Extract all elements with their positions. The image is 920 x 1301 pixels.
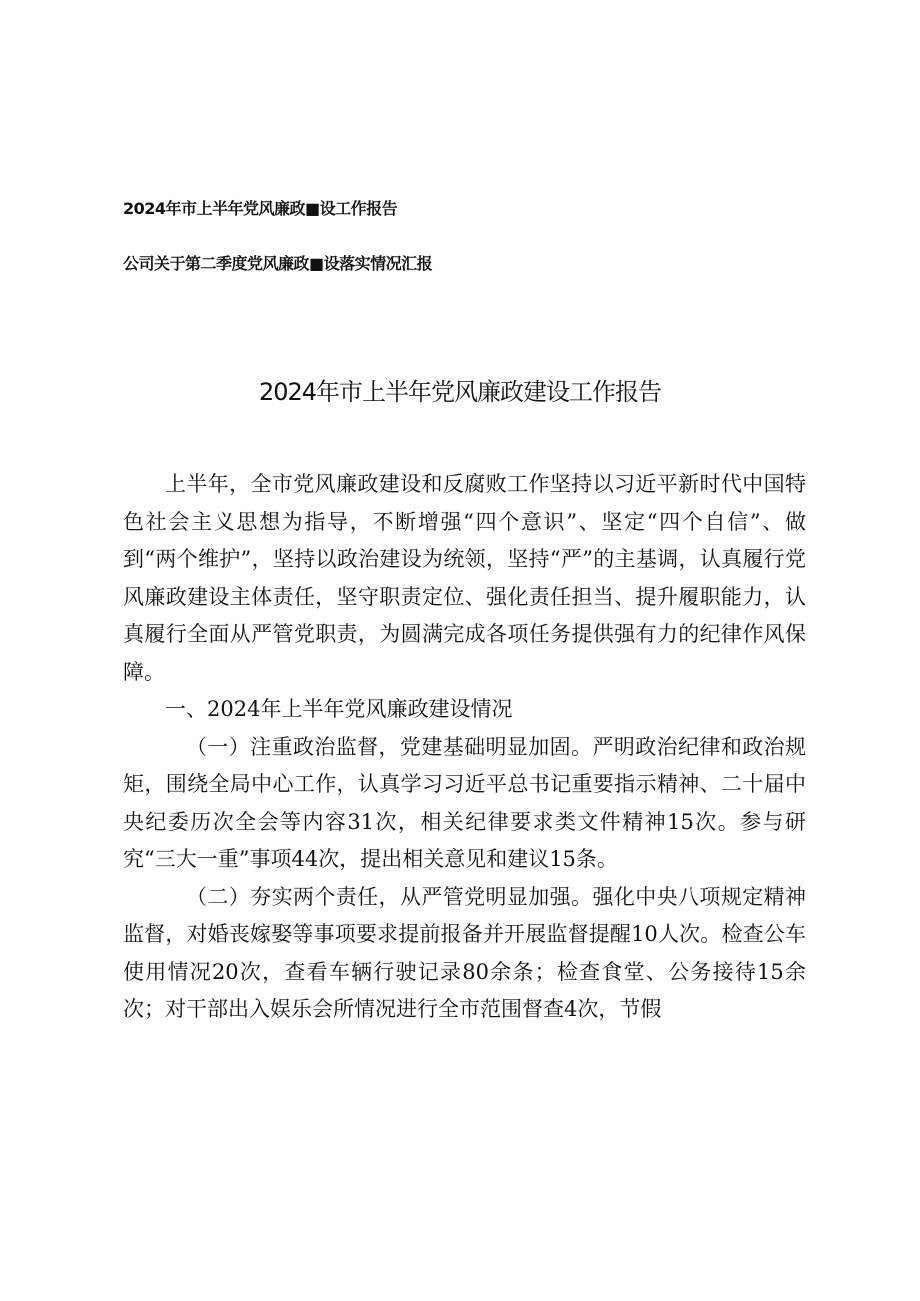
- subsection-paragraph-2: （二）夯实两个责任，从严管党明显加强。强化中央八项规定精神监督，对婚丧嫁娶等事项要求提前报备并开展监督提醒10人次。检查公车使用情况20次，查看车辆行驶记录80余条；检查食堂、公务接待15余次；对干部出入娱乐会所情况进行全市范围督查4次，节假: [123, 884, 806, 1021]
- intro-paragraph: 上半年，全市党风廉政建设和反腐败工作坚持以习近平新时代中国特色社会主义思想为指导，不断增强“四个意识”、坚定“四个自信”、做到“两个维护”，坚持以政治建设为统领，坚持“严”的主基调，认真履行党风廉政建设主体责任，坚守职责定位、强化责任担当、提升履职能力，认真履行全面从严管党职责，为圆满完成各项任务提供强有力的纪律作风保障。: [123, 472, 806, 684]
- subsection-paragraph-1: （一）注重政治监督，党建基础明显加固。严明政治纪律和政治规矩，围绕全局中心工作，认真学习习近平总书记重要指示精神、二十届中央纪委历次全会等内容31次，相关纪律要求类文件精神15次。参与研究“三大一重”事项44次，提出相关意见和建议15条。: [123, 734, 806, 871]
- toc-entry-1[interactable]: 2024年市上半年党风廉政■设工作报告: [123, 199, 398, 218]
- toc-entry-2[interactable]: 公司关于第二季度党风廉政■设落实情况汇报: [123, 254, 433, 273]
- document-title: 2024年市上半年党风廉政建设工作报告: [258, 378, 662, 406]
- section-heading: 一、2024年上半年党风廉政建设情况: [165, 697, 513, 721]
- document-body: [123, 466, 806, 1029]
